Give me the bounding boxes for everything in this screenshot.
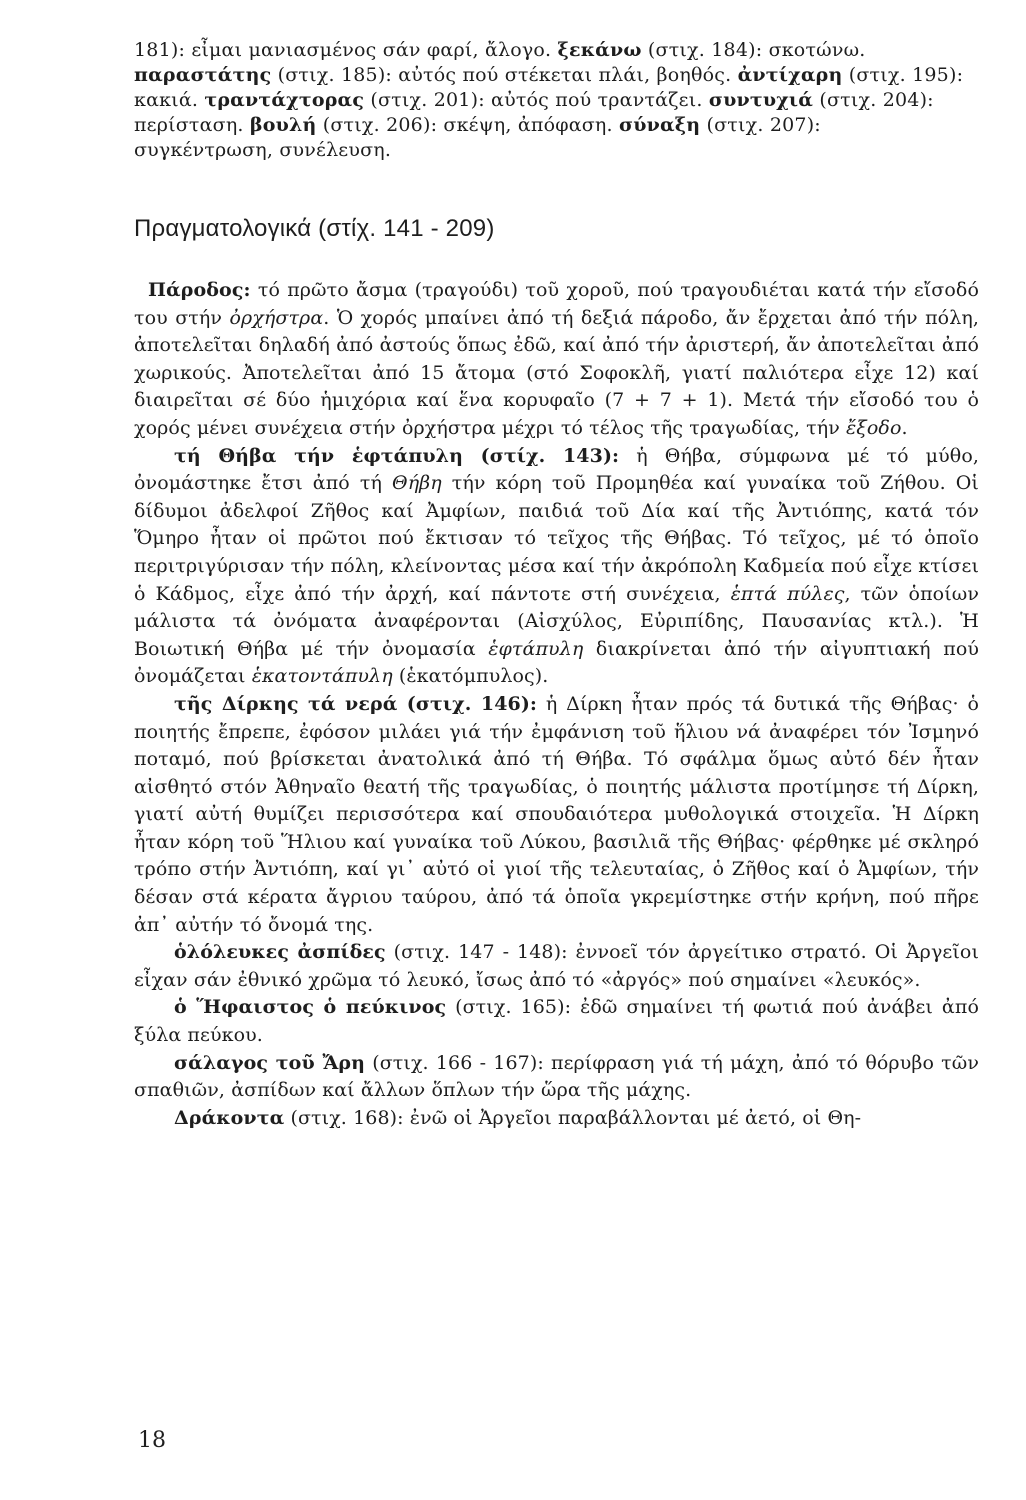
entry-ifaistos (134, 994, 979, 1049)
glossary-text: (στιχ. 201): αὐτός πού τραντάζει. (364, 89, 709, 111)
glossary-paragraph (134, 38, 964, 163)
entry-text: ἡ Δίρκη ἦταν πρός τά δυτικά τῆς Θήβας· ὁ ποιητής ἔπρεπε, ἐφόσον μιλάει γιά τήν ἐμφάνιση τοῦ ἥλιου νά ἀναφέρει τόν Ἰσμηνό ποταμό, πού βρίσκεται ἀνατολικά ἀπό τή Θήβα. Τό σφάλμα ὅμως αὐτό δέν ἦταν αἰσθητό στόν Ἀθηναῖο θεατή τῆς τραγωδίας, ὁ ποιητής μάλιστα προτίμησε τή Δίρκη, γιατί αὐτή θυμίζει περισσότερα καί σπουδαιότερα μυθολογικά στοιχεῖα. Ἡ Δίρκη ἦταν κόρη τοῦ Ἥλιου καί γυναίκα τοῦ Λύκου, βασιλιᾶ τῆς Θήβας· φέρθηκε μέ σκληρό τρόπο στήν Ἀντιόπη, καί γι᾽ αὐτό οἱ γιοί τῆς τελευταίας, ὁ Ζῆθος καί ὁ Ἀμφίων, τήν δέσαν στά κέρατα ἄγριου ταύρου, ἀπό τά ὁποῖα γκρεμίστηκε στήν κρήνη, πού πῆρε ἀπ᾽ αὐτήν τό ὄνομά της. (134, 692, 979, 936)
entry-text: τό πρῶτο ἄσμα (τραγούδι) τοῦ χοροῦ, πού τραγουδιέται κατά τήν εἴσοδό του στήν (134, 279, 979, 329)
entry-aspides (134, 939, 979, 994)
entry-heading: Δράκοντα (174, 1106, 285, 1129)
entry-text: (στιχ. 166 - 167): περίφραση γιά τή μάχη, ἀπό τό θόρυβο τῶν σπαθιῶν, ἀσπίδων καί ἄλλων ὅπλων τήν ὥρα τῆς μάχης. (134, 1051, 979, 1102)
entry-heading: τῆς Δίρκης τά νερά (στιχ. 146): (174, 692, 538, 715)
entry-parodos (134, 277, 979, 443)
entry-heading: σάλαγος τοῦ Ἄρη (174, 1051, 366, 1074)
entry-italic: ἑκατοντάπυλη (251, 665, 393, 688)
glossary-term: ξεκάνω (557, 39, 642, 61)
entry-thiva (134, 443, 979, 691)
glossary-term: σύναξη (618, 114, 701, 136)
glossary-text: 181): εἶμαι μανιασμένος σάν φαρί, ἄλογο. (134, 39, 558, 61)
entry-heading: ὁ Ἥφαιστος ὁ πεύκινος (174, 996, 447, 1019)
entry-dirki (134, 691, 979, 939)
entry-heading: Πάροδος: (148, 279, 251, 301)
entry-text: (στιχ. 147 - 148): ἐννοεῖ τόν ἀργείτικο στρατό. Οἱ Ἀργεῖοι εἶχαν σάν ἐθνικό χρῶμα τό λευκό, ἴσως ἀπό τό «ἀργός» πού σημαίνει «λευκός». (134, 941, 979, 991)
page-number: 18 (138, 1428, 166, 1453)
glossary-term: παραστάτης (134, 64, 272, 86)
entry-text: ἡ Θήβα, σύμφωνα μέ τό μύθο, ὀνομάστηκε ἔτσι ἀπό τή (134, 444, 979, 495)
glossary-term: τραντάχτορας (204, 89, 365, 111)
glossary-text: (στιχ. 185): αὐτός πού στέκεται πλάι, βοηθός. (271, 64, 738, 86)
entry-text: (στιχ. 168): ἐνῶ οἱ Ἀργεῖοι παραβάλλονται μέ ἀετό, οἱ Θη- (284, 1106, 862, 1129)
entry-text: . (901, 416, 908, 439)
entry-italic: ὀρχήστρα (229, 306, 324, 329)
glossary-term: βουλή (249, 114, 317, 136)
glossary-text: (στιχ. 207): συγκέντρωση, συνέλευση. (134, 114, 821, 161)
entry-text: τήν κόρη τοῦ Προμηθέα καί γυναίκα τοῦ Ζήθου. Οἱ δίδυμοι ἀδελφοί Ζῆθος καί Ἀμφίων, παιδιά τοῦ Δία καί τῆς Ἀντιόπης, κατά τόν Ὅμηρο ἦταν οἱ πρῶτοι πού ἔκτισαν τό τεῖχος τῆς Θήβας. Τό τεῖχος, μέ τό ὁποῖο περιτριγύρισαν τήν πόλη, κλείνοντας μέσα καί τήν ἀκρόπολη Καδμεία πού εἶχε κτίσει ὁ Κάδμος, εἶχε ἀπό τήν ἀρχή, καί πάντοτε στή συνέχεια, (134, 472, 979, 605)
glossary-text: (στιχ. 206): σκέψη, ἀπόφαση. (316, 114, 619, 136)
entry-text: . Ὁ χορός μπαίνει ἀπό τή δεξιά πάροδο, ἄν ἔρχεται ἀπό τήν πόλη, ἀποτελεῖται δηλαδή ἀπό ἀστούς ὅπως ἐδῶ, καί ἀπό τήν ἀριστερή, ἄν ἀποτελεῖται ἀπό χωρικούς. Ἀποτελεῖται ἀπό 15 ἄτομα (στό Σοφοκλῆ, γιατί παλιότερα εἶχε 12) καί διαιρεῖται σέ δύο ἡμιχόρια καί ἕνα κορυφαῖο (7 + 7 + 1). Μετά τήν εἴσοδό του ὁ χορός μένει συνέχεια στήν ὀρχήστρα μέχρι τό τέλος τῆς τραγωδίας, τήν (134, 306, 979, 439)
entry-italic: ἔξοδο (846, 416, 902, 439)
entry-italic: Θήβη (392, 472, 442, 495)
section-title: Πραγματολογικά (στίχ. 141 - 209) (134, 215, 495, 242)
glossary-text: (στιχ. 195): κακιά. (134, 64, 964, 111)
entry-text: (ἑκατόμπυλος). (392, 665, 549, 688)
entry-text: διακρίνεται ἀπό τήν αἰγυπτιακή πού ὀνομάζεται (134, 637, 980, 688)
glossary-term: ἀντίχαρη (737, 64, 843, 86)
entry-italic: ἑπτά πύλες (730, 582, 845, 605)
entry-salagos (134, 1050, 979, 1105)
glossary-text: (στιχ. 184): σκοτώνω. (641, 39, 866, 61)
entry-drakonta (134, 1105, 979, 1133)
glossary-term: συντυχιά (708, 89, 814, 111)
entry-heading: τή Θήβα τήν ἑφτάπυλη (στίχ. 143): (174, 444, 620, 467)
entry-heading: ὁλόλευκες ἀσπίδες (174, 941, 386, 964)
entry-italic: ἑφτάπυλη (488, 637, 584, 660)
entry-text: (στιχ. 165): ἐδῶ σημαίνει τή φωτιά πού ἀνάβει ἀπό ξύλα πεύκου. (134, 996, 979, 1047)
glossary-text: (στιχ. 204): περίσταση. (134, 89, 934, 136)
entry-text: , τῶν ὁποίων μάλιστα τά ὀνόματα ἀναφέρονται (Αἰσχύλος, Εὐριπίδης, Παυσανίας κτλ.). Ἡ Βοιωτική Θήβα μέ τήν ὀνομασία (134, 582, 980, 660)
